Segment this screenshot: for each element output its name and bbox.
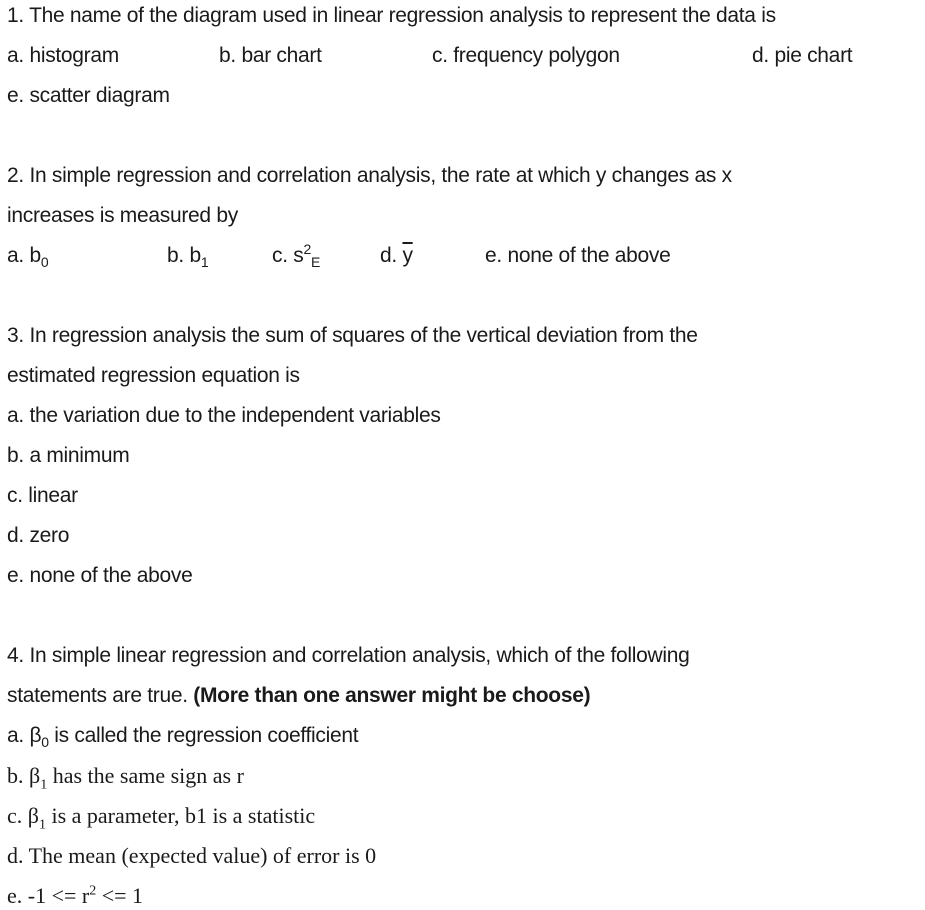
q4-option-c: [7, 802, 316, 833]
q2-option-c: [272, 242, 320, 270]
q2-option-d-text: d.: [380, 244, 403, 267]
q4-option-a: [7, 722, 358, 750]
q1-option-e: e. scatter diagram: [7, 84, 170, 107]
q4-option-c-rest: is a parameter, b1 is a statistic: [45, 803, 316, 828]
q3-option-d: d. zero: [7, 524, 70, 547]
superscript: 2: [89, 883, 97, 899]
subscript: 1: [40, 777, 48, 793]
question-4-stem-line-2: [7, 682, 590, 710]
q4-option-d: d. The mean (expected value) of error is 0: [7, 843, 377, 868]
q2-option-d: [380, 242, 413, 270]
question-3-stem-line-2: estimated regression equation is: [7, 364, 300, 387]
q4-option-a-text: a. β: [7, 724, 42, 747]
q4-option-e-rest: <= 1: [96, 883, 144, 908]
superscript: 2: [303, 241, 311, 257]
question-3-stem-line-1: 3. In regression analysis the sum of squares of the vertical deviation from the: [7, 324, 698, 347]
subscript: E: [310, 254, 321, 271]
q2-option-c-text: c. s: [272, 244, 304, 267]
question-4-stem-line-1: 4. In simple linear regression and correlation analysis, which of the following: [7, 644, 690, 667]
q4-option-c-text: c. β: [7, 803, 39, 828]
subscript: 1: [38, 817, 46, 833]
q1-option-a: a. histogram: [7, 44, 119, 67]
q4-option-a-rest: is called the regression coefficient: [48, 724, 359, 747]
subscript: 1: [200, 254, 209, 271]
subscript: 0: [40, 254, 49, 271]
question-2-stem-line-2: increases is measured by: [7, 204, 238, 227]
q1-option-c: c. frequency polygon: [432, 44, 620, 67]
q3-option-a: a. the variation due to the independent variables: [7, 404, 441, 427]
q3-option-e: e. none of the above: [7, 564, 193, 587]
q2-option-e: e. none of the above: [485, 244, 671, 267]
question-4-note: (More than one answer might be choose): [193, 684, 591, 707]
subscript: 0: [41, 734, 49, 751]
q4-option-e: [7, 882, 143, 910]
question-2-stem-line-1: 2. In simple regression and correlation analysis, the rate at which y changes as x: [7, 164, 732, 187]
q2-option-b-text: b. b: [167, 244, 201, 267]
q2-option-b: [167, 242, 208, 270]
q4-option-b-text: b. β: [7, 763, 41, 788]
q2-option-a: [7, 242, 48, 270]
q1-option-b: b. bar chart: [219, 44, 322, 67]
q1-option-d: d. pie chart: [752, 44, 853, 67]
q3-option-b: b. a minimum: [7, 444, 130, 467]
q2-option-a-text: a. b: [7, 244, 41, 267]
q3-option-c: c. linear: [7, 484, 78, 507]
q4-option-e-text: e. -1 <= r: [7, 883, 90, 908]
q4-option-b-rest: has the same sign as r: [47, 763, 244, 788]
question-1-stem: 1. The name of the diagram used in linear regression analysis to represent the data is: [7, 4, 776, 27]
q4-option-b: [7, 762, 244, 793]
question-4-stem-text: statements are true.: [7, 684, 194, 707]
y-bar-symbol: $\overline{y}$: [402, 244, 413, 267]
